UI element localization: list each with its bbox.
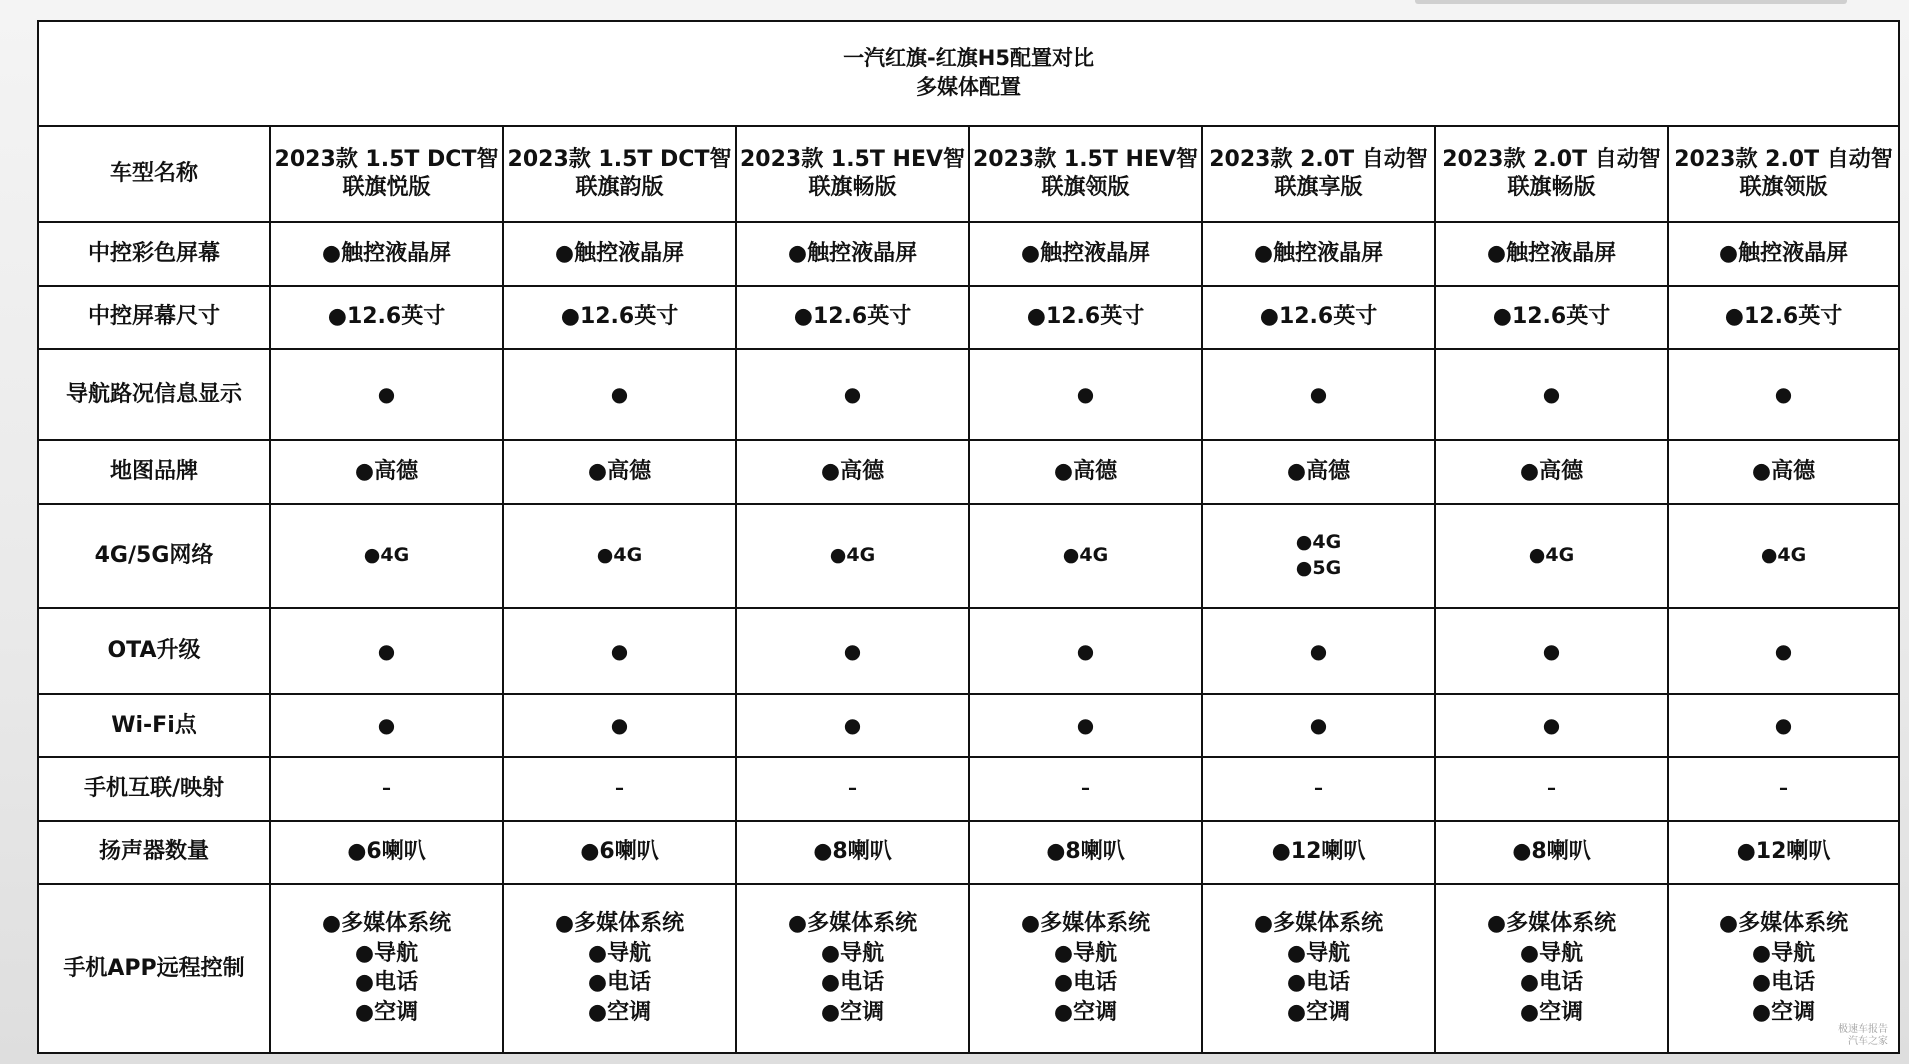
value-cell: ● [1435, 349, 1668, 441]
watermark-line2: 汽车之家 [1848, 1036, 1888, 1047]
value-line: ●导航 [1751, 940, 1816, 966]
row-label: 手机APP远程控制 [38, 884, 270, 1053]
model-name-line2: 联旗韵版 [575, 174, 664, 200]
value-line: ●空调 [1286, 1000, 1351, 1026]
value-cell [969, 884, 1202, 1053]
value-cell: – [1435, 757, 1668, 820]
value-line: ●电话 [1286, 970, 1351, 996]
value-cell [736, 504, 969, 609]
value-cell [1202, 504, 1435, 609]
value-line: ●电话 [820, 970, 885, 996]
value-cell: ● [736, 608, 969, 693]
model-header-cell [1202, 126, 1435, 223]
value-cell: ● [1435, 608, 1668, 693]
model-name-line2: 联旗悦版 [342, 174, 431, 200]
value-cell: ●触控液晶屏 [1202, 222, 1435, 285]
model-name-line1: 2023款 1.5T DCT智 [274, 147, 499, 173]
table-row [38, 286, 1899, 349]
value-cell [1435, 884, 1668, 1053]
value-cell: ● [1435, 694, 1668, 757]
value-line: ●导航 [1519, 940, 1584, 966]
watermark [1838, 1024, 1888, 1048]
value-line: ●电话 [1053, 970, 1118, 996]
table-row [38, 349, 1899, 441]
value-cell: ●触控液晶屏 [270, 222, 503, 285]
value-cell: ●12.6英寸 [270, 286, 503, 349]
model-name-line2: 联旗享版 [1274, 174, 1363, 200]
value-cell: ●高德 [503, 440, 736, 503]
value-line: ●导航 [820, 940, 885, 966]
value-cell [1202, 884, 1435, 1053]
title-main: 一汽红旗-红旗H5配置对比 [843, 45, 1094, 70]
table-row [38, 504, 1899, 609]
value-cell: ● [969, 694, 1202, 757]
table-row [38, 884, 1899, 1053]
model-name-line1: 2023款 2.0T 自动智 [1442, 147, 1661, 173]
value-line: ●4G [829, 544, 876, 567]
model-name-line1: 2023款 1.5T HEV智 [740, 147, 965, 173]
value-cell: – [1202, 757, 1435, 820]
value-line: ●4G [596, 544, 643, 567]
value-line: ●5G [1295, 557, 1342, 580]
row-label: OTA升级 [38, 608, 270, 693]
value-cell: ●触控液晶屏 [1668, 222, 1899, 285]
value-cell: – [270, 757, 503, 820]
value-line: ●多媒体系统 [787, 911, 918, 937]
value-line: ●空调 [1053, 1000, 1118, 1026]
model-name-line1: 2023款 1.5T DCT智 [507, 147, 732, 173]
value-line: ●4G [1062, 544, 1109, 567]
value-cell [1435, 504, 1668, 609]
row-label: 中控屏幕尺寸 [38, 286, 270, 349]
value-line: ●多媒体系统 [1020, 911, 1151, 937]
value-cell [969, 504, 1202, 609]
model-name-line1: 2023款 2.0T 自动智 [1209, 147, 1428, 173]
value-line: ●多媒体系统 [1486, 911, 1617, 937]
value-cell [736, 884, 969, 1053]
value-cell [270, 504, 503, 609]
row-label: 地图品牌 [38, 440, 270, 503]
value-cell: ●8喇叭 [1435, 821, 1668, 884]
model-header-cell [1435, 126, 1668, 223]
value-line: ●空调 [820, 1000, 885, 1026]
value-cell: ●6喇叭 [503, 821, 736, 884]
row-label: Wi-Fi点 [38, 694, 270, 757]
value-cell: ● [503, 694, 736, 757]
value-line: ●电话 [1751, 970, 1816, 996]
model-name-line2: 联旗领版 [1041, 174, 1130, 200]
value-cell: ● [270, 349, 503, 441]
value-line: ●4G [1295, 531, 1342, 554]
value-line: ●4G [1760, 544, 1807, 567]
value-cell: ●8喇叭 [969, 821, 1202, 884]
top-scroll-indicator [1415, 0, 1847, 4]
value-cell: ●高德 [1435, 440, 1668, 503]
value-cell: ●触控液晶屏 [503, 222, 736, 285]
watermark-line1: 极速车报告 [1838, 1024, 1888, 1035]
value-cell: ●12喇叭 [1202, 821, 1435, 884]
table-row [38, 440, 1899, 503]
value-cell: ●触控液晶屏 [1435, 222, 1668, 285]
value-line: ●空调 [354, 1000, 419, 1026]
model-header-cell [969, 126, 1202, 223]
model-header-cell [1668, 126, 1899, 223]
model-header-row [38, 126, 1899, 223]
row-label: 4G/5G网络 [38, 504, 270, 609]
value-line: ●多媒体系统 [1253, 911, 1384, 937]
value-cell: ● [736, 349, 969, 441]
value-cell: ●12喇叭 [1668, 821, 1899, 884]
value-cell: ●8喇叭 [736, 821, 969, 884]
value-line: ●多媒体系统 [321, 911, 452, 937]
value-line: ●多媒体系统 [1718, 911, 1849, 937]
row-label: 扬声器数量 [38, 821, 270, 884]
value-cell: ● [1202, 694, 1435, 757]
value-cell: ●高德 [1668, 440, 1899, 503]
row-label: 手机互联/映射 [38, 757, 270, 820]
value-cell: ● [1202, 608, 1435, 693]
row-label: 导航路况信息显示 [38, 349, 270, 441]
value-line: ●电话 [354, 970, 419, 996]
value-cell: ● [1202, 349, 1435, 441]
value-cell [503, 504, 736, 609]
value-line: ●多媒体系统 [554, 911, 685, 937]
table-row [38, 757, 1899, 820]
value-cell: ● [1668, 349, 1899, 441]
value-cell [1668, 504, 1899, 609]
value-line: ●空调 [587, 1000, 652, 1026]
model-name-line1: 2023款 1.5T HEV智 [973, 147, 1198, 173]
value-cell: ●6喇叭 [270, 821, 503, 884]
row-label: 中控彩色屏幕 [38, 222, 270, 285]
value-line: ●4G [363, 544, 410, 567]
value-line: ●4G [1528, 544, 1575, 567]
value-line: ●导航 [587, 940, 652, 966]
value-cell: ● [503, 608, 736, 693]
value-line: ●空调 [1751, 1000, 1816, 1026]
value-cell: – [736, 757, 969, 820]
model-header-cell [736, 126, 969, 223]
model-name-line1: 2023款 2.0T 自动智 [1674, 147, 1893, 173]
value-cell: ● [503, 349, 736, 441]
value-line: ●空调 [1519, 1000, 1584, 1026]
value-cell: – [1668, 757, 1899, 820]
table-title [38, 21, 1899, 126]
table-row [38, 821, 1899, 884]
model-header-cell [503, 126, 736, 223]
model-name-line2: 联旗畅版 [808, 174, 897, 200]
value-line: ●电话 [587, 970, 652, 996]
value-cell: ● [1668, 694, 1899, 757]
value-cell: ● [270, 608, 503, 693]
value-line: ●导航 [354, 940, 419, 966]
row-label: 车型名称 [38, 126, 270, 223]
value-cell [270, 884, 503, 1053]
value-cell: ●触控液晶屏 [736, 222, 969, 285]
value-cell: ●高德 [969, 440, 1202, 503]
model-header-cell [270, 126, 503, 223]
value-line: ●导航 [1053, 940, 1118, 966]
title-row [38, 21, 1899, 126]
value-cell: ● [270, 694, 503, 757]
model-name-line2: 联旗畅版 [1507, 174, 1596, 200]
value-cell: ●12.6英寸 [1668, 286, 1899, 349]
value-cell: ●12.6英寸 [1202, 286, 1435, 349]
value-cell: ●12.6英寸 [503, 286, 736, 349]
value-cell: ●高德 [736, 440, 969, 503]
value-cell: ●12.6英寸 [736, 286, 969, 349]
value-cell: ● [736, 694, 969, 757]
table-row [38, 694, 1899, 757]
value-line: ●电话 [1519, 970, 1584, 996]
value-cell: ● [969, 608, 1202, 693]
value-cell: ● [969, 349, 1202, 441]
table-row [38, 608, 1899, 693]
table-row [38, 222, 1899, 285]
value-cell: ●12.6英寸 [969, 286, 1202, 349]
model-name-line2: 联旗领版 [1739, 174, 1828, 200]
value-cell: ●高德 [270, 440, 503, 503]
value-cell: ●高德 [1202, 440, 1435, 503]
value-cell: ● [1668, 608, 1899, 693]
config-comparison-table [37, 20, 1900, 1054]
value-cell: ●12.6英寸 [1435, 286, 1668, 349]
value-line: ●导航 [1286, 940, 1351, 966]
value-cell: ●触控液晶屏 [969, 222, 1202, 285]
value-cell [503, 884, 736, 1053]
value-cell: – [503, 757, 736, 820]
title-sub: 多媒体配置 [916, 75, 1022, 100]
value-cell: – [969, 757, 1202, 820]
